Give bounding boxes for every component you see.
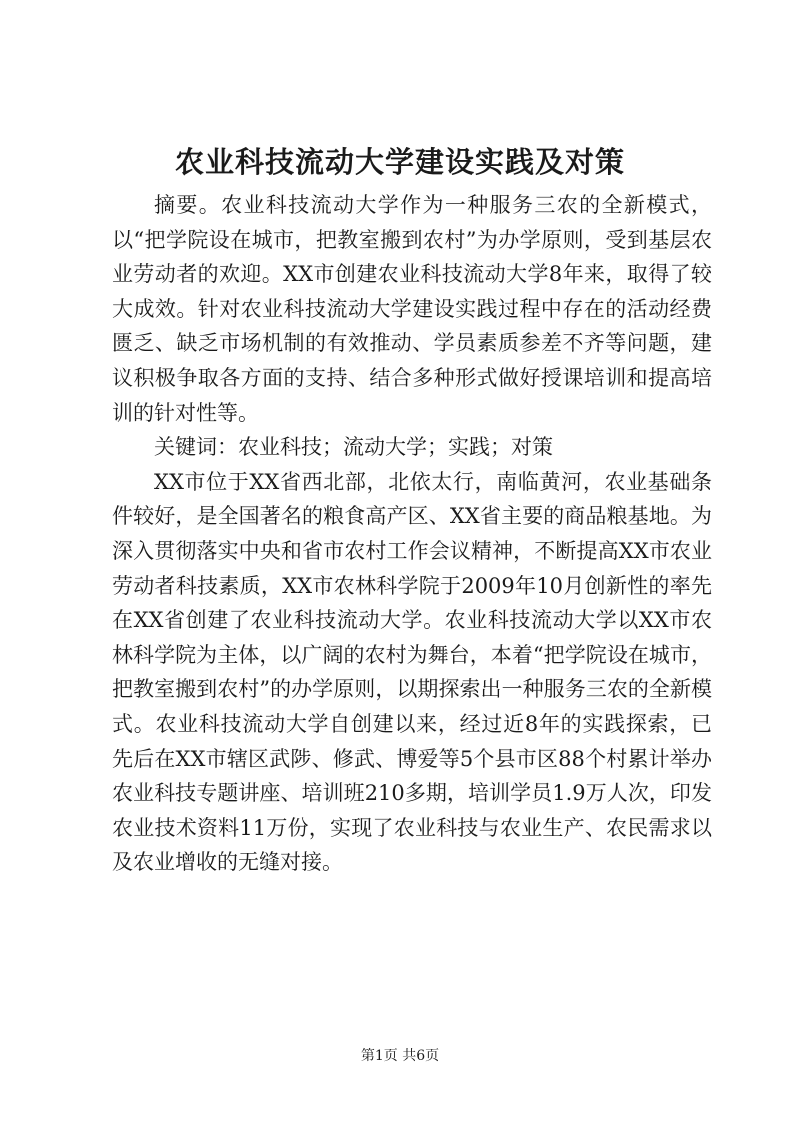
abstract-paragraph: 摘要。农业科技流动大学作为一种服务三农的全新模式，以“把学院设在城市，把教室搬到农村”为办学原则，受到基层农业劳动者的欢迎。XX市创建农业科技流动大学8年来，取得了较大成效。针对农业科技流动大学建设实践过程中存在的活动经费匮乏、缺乏市场机制的有效推动、学员素质参差不齐等问题，建议积极争取各方面的支持、结合多种形式做好授课培训和提高培训的针对性等。 (112, 193, 712, 425)
page-footer: 第1页 共6页 (360, 1048, 440, 1064)
document-title: 农业科技流动大学建设实践及对策 (174, 145, 625, 179)
document-body (112, 188, 712, 880)
body-paragraph: XX市位于XX省西北部，北依太行，南临黄河，农业基础条件较好，是全国著名的粮食高产区、XX省主要的商品粮基地。为深入贯彻落实中央和省市农村工作会议精神，不断提高XX市农业劳动者科技素质，XX市农林科学院于2009年10月创新性的率先在XX省创建了农业科技流动大学。农业科技流动大学以XX市农林科学院为主体，以广阔的农村为舞台，本着“把学院设在城市，把教室搬到农村”的办学原则，以期探索出一种服务三农的全新模式。农业科技流动大学自创建以来，经过近8年的实践探索，已先后在XX市辖区武陟、修武、博爱等5个县市区88个村累计举办农业科技专题讲座、培训班210多期，培训学员1.9万人次，印发农业技术资料11万份，实现了农业科技与农业生产、农民需求以及农业增收的无缝对接。 (112, 469, 712, 875)
keywords-paragraph: 关键词：农业科技；流动大学；实践；对策 (154, 435, 553, 460)
